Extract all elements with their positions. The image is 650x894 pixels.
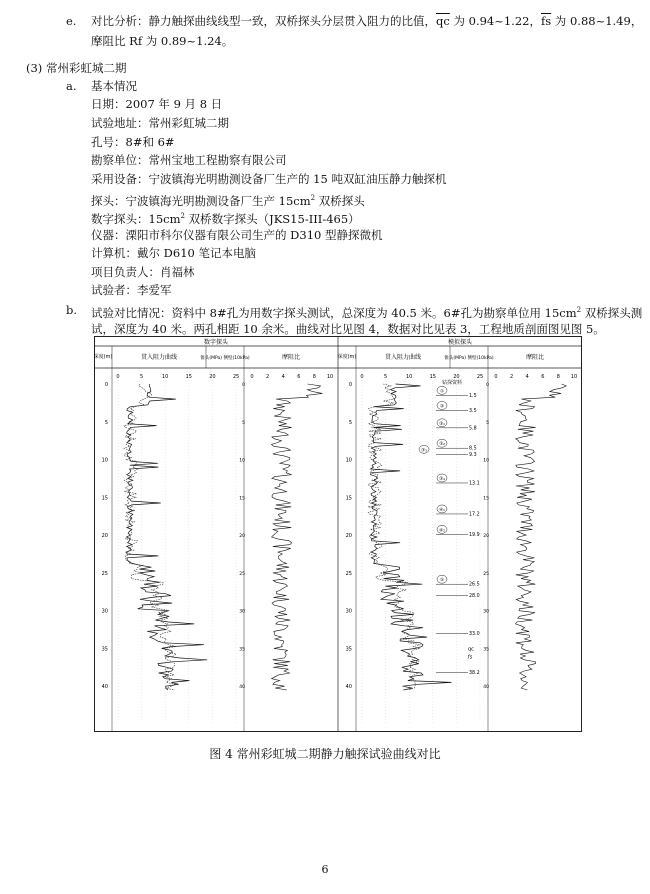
cpt-figure-svg xyxy=(94,336,582,732)
right-curve-header: 贯入阻力曲线 xyxy=(384,354,422,361)
left-ratio-depth-tick: 10 xyxy=(239,458,245,464)
left-qc-tick: 15 xyxy=(185,374,192,380)
right-ratio-header: 摩阻比 xyxy=(525,354,545,361)
right-qc-tick: 25 xyxy=(476,374,484,380)
layer-depth: 9.3 xyxy=(469,452,477,458)
layer-depth: 17.2 xyxy=(469,512,480,518)
info-tester: 试验者：李爱军 xyxy=(91,283,172,297)
left-rf-tick: 2 xyxy=(266,374,270,380)
right-ratio-depth-tick: 40 xyxy=(483,685,489,691)
qc-legend-label: qc xyxy=(468,646,474,653)
left-rf-tick: 6 xyxy=(297,374,301,380)
left-ratio-depth-tick: 0 xyxy=(242,383,245,388)
right-rf-tick: 4 xyxy=(525,374,529,380)
fs-symbol: $\overline{fs}$ xyxy=(540,14,552,28)
right-qc-tick: 10 xyxy=(406,374,413,380)
layer-depth: 38.2 xyxy=(469,671,480,677)
right-ratio-depth-tick: 35 xyxy=(483,647,489,653)
layer-depth: 26.5 xyxy=(469,582,480,588)
layer-depth: 33.0 xyxy=(469,631,480,637)
left-depth-tick: 15 xyxy=(101,495,108,502)
layer-depth: 28.0 xyxy=(469,594,480,600)
left-ratio-depth-tick: 30 xyxy=(239,609,245,615)
left-qc-tick: 10 xyxy=(162,374,169,380)
left-ratio-header: 摩阻比 xyxy=(281,354,301,361)
left-depth-tick: 0 xyxy=(104,382,108,388)
right-rf-tick: 0 xyxy=(494,374,498,380)
right-depth-tick: 10 xyxy=(345,457,352,464)
layer-label: ③₂ xyxy=(439,442,445,448)
left-depth-tick: 10 xyxy=(101,457,108,464)
right-depth-tick: 5 xyxy=(348,419,352,426)
left-ratio-depth-tick: 40 xyxy=(239,685,245,691)
right-depth-tick: 40 xyxy=(345,684,352,691)
intro-text-c: 为 0.88~1.49， xyxy=(551,14,643,28)
layer-label: ③₁ xyxy=(439,421,445,427)
info-site: 试验地址：常州彩虹城二期 xyxy=(91,116,229,130)
info-equipment: 采用设备：宁波镇海光明勘测设备厂生产的 15 吨双缸油压静力触探机 xyxy=(91,172,447,186)
left-ratio-depth-tick: 20 xyxy=(239,534,245,540)
info-company: 勘察单位：常州宝地工程勘察有限公司 xyxy=(91,153,287,167)
probe-text-b: 双桥探头 xyxy=(315,193,365,208)
layer-depth: 19.9 xyxy=(469,532,480,538)
info-probe xyxy=(91,190,365,209)
left-depth-tick: 5 xyxy=(104,419,108,426)
intro-line-2: 摩阻比 Rf 为 0.89~1.24。 xyxy=(91,34,234,48)
left-depth-tick: 25 xyxy=(101,570,108,577)
a-title: 基本情况 xyxy=(91,79,137,93)
left-depth-tick: 20 xyxy=(101,533,108,540)
left-rf-tick: 0 xyxy=(250,374,254,380)
left-ratio-depth-tick: 5 xyxy=(242,420,245,426)
figure-caption: 图 4 常州彩虹城二期静力触探试验曲线对比 xyxy=(209,747,441,761)
page-number: 6 xyxy=(321,863,329,876)
layer-label: ① xyxy=(439,389,445,395)
layer-depth: 8.5 xyxy=(469,446,477,452)
digital-text-a: 数字探头：15cm xyxy=(91,211,181,226)
right-ratio-depth-tick: 25 xyxy=(483,571,489,577)
intro-marker: e. xyxy=(66,14,77,28)
info-computer: 计算机：戴尔 D610 笔记本电脑 xyxy=(91,246,256,260)
a-marker: a. xyxy=(66,79,77,93)
layer-depth: 13.1 xyxy=(469,481,480,487)
left-qc-tick: 5 xyxy=(140,374,144,380)
right-qc-tick: 15 xyxy=(429,374,436,380)
left-unit-header: 锥头(MPa) 侧壁(10kPa) xyxy=(200,356,250,361)
section-heading: (3) 常州彩虹城二期 xyxy=(26,61,127,75)
info-holes: 孔号：8#和 6# xyxy=(91,135,175,149)
left-qc-tick: 20 xyxy=(209,374,216,380)
right-depth-tick: 15 xyxy=(345,495,352,502)
right-qc-tick: 0 xyxy=(360,374,364,380)
left-ratio-depth-tick: 35 xyxy=(239,647,245,653)
left-qc-tick: 25 xyxy=(232,374,240,380)
intro-text-b: 为 0.94~1.22， xyxy=(449,14,541,28)
b-text-b: 双桥探头测 xyxy=(581,305,643,320)
right-depth-tick: 0 xyxy=(348,382,352,388)
right-qc-tick: 5 xyxy=(384,374,388,380)
drill-label: 钻探资料 xyxy=(441,380,463,386)
left-depth-tick: 40 xyxy=(101,684,108,691)
right-rf-tick: 8 xyxy=(556,374,560,380)
layer-depth: 5.8 xyxy=(469,426,477,432)
layer-label: ④₂ xyxy=(439,528,445,534)
layer-depth: 3.5 xyxy=(469,408,477,414)
layer-label: ⑤ xyxy=(439,578,445,584)
b-text-a: 试验对比情况：资料中 8#孔为用数字探头测试，总深度为 40.5 米。6#孔为勘察单位用 15cm xyxy=(91,305,577,320)
layer-label: ④₁ xyxy=(439,507,445,513)
left-depth-tick: 30 xyxy=(101,608,108,615)
right-rf-tick: 6 xyxy=(541,374,545,380)
layer-label: ② xyxy=(439,404,445,410)
right-qc-tick: 20 xyxy=(453,374,460,380)
b-sup: 2 xyxy=(576,306,582,314)
cpt-comparison-figure xyxy=(94,336,582,732)
left-depth-header: 深度(m) xyxy=(94,354,113,360)
right-depth-header: 深度(m) xyxy=(337,354,357,360)
left-ratio-depth-tick: 15 xyxy=(239,496,245,502)
left-rf-tick: 4 xyxy=(281,374,285,380)
right-ratio-depth-tick: 20 xyxy=(483,534,489,540)
intro-text-a: 对比分析：静力触探曲线线型一致，双桥探头分层贯入阻力的比值， xyxy=(91,14,436,28)
right-depth-tick: 35 xyxy=(345,646,352,653)
b-line-1 xyxy=(91,302,642,321)
info-instrument: 仪器：溧阳市科尔仪器有限公司生产的 D310 型静探微机 xyxy=(91,228,383,242)
b-line-2: 试，深度为 40 米。两孔相距 10 余米。曲线对比见图 4，数据对比见表 3，工程地质剖面图见图 5。 xyxy=(91,322,605,336)
right-rf-tick: 2 xyxy=(510,374,514,380)
left-depth-tick: 35 xyxy=(101,646,108,653)
right-ratio-depth-tick: 30 xyxy=(483,609,489,615)
left-ratio-depth-tick: 25 xyxy=(239,571,245,577)
digital-sup: 2 xyxy=(180,212,185,220)
left-qc-tick: 0 xyxy=(116,374,120,380)
right-ratio-depth-tick: 10 xyxy=(483,458,489,464)
info-date: 日期：2007 年 9 月 8 日 xyxy=(91,97,223,111)
left-rf-tick: 10 xyxy=(326,374,334,380)
right-ratio-depth-tick: 0 xyxy=(486,383,489,388)
right-depth-tick: 25 xyxy=(345,570,352,577)
left-title: 数字探头 xyxy=(203,339,229,346)
left-rf-tick: 8 xyxy=(312,374,316,380)
probe-sup: 2 xyxy=(310,194,316,202)
right-rf-tick: 10 xyxy=(570,374,578,380)
layer-label: ③₄ xyxy=(439,476,445,482)
right-title: 模拟探头 xyxy=(447,339,473,346)
layer-label: ③₃ xyxy=(421,448,427,454)
b-marker: b. xyxy=(66,303,78,317)
right-depth-tick: 20 xyxy=(345,533,352,540)
probe-text-a: 探头：宁波镇海光明勘测设备厂生产 15cm xyxy=(91,193,311,208)
right-ratio-depth-tick: 15 xyxy=(483,496,489,502)
qc-symbol: $\overline{qc}$ xyxy=(436,14,450,28)
layer-depth: 1.5 xyxy=(469,393,477,399)
digital-text-b: 双桥数字探头（JKS15-III-465） xyxy=(184,211,360,226)
intro-line-1 xyxy=(91,13,642,29)
fs-legend-label: fs xyxy=(468,654,473,661)
right-unit-header: 锥头(MPa) 侧壁(10kPa) xyxy=(444,356,494,361)
right-depth-tick: 30 xyxy=(345,608,352,615)
info-leader: 项目负责人：肖福林 xyxy=(91,265,195,279)
info-digital-probe xyxy=(91,208,360,227)
right-ratio-depth-tick: 5 xyxy=(486,420,489,426)
left-curve-header: 贯入阻力曲线 xyxy=(140,354,178,361)
